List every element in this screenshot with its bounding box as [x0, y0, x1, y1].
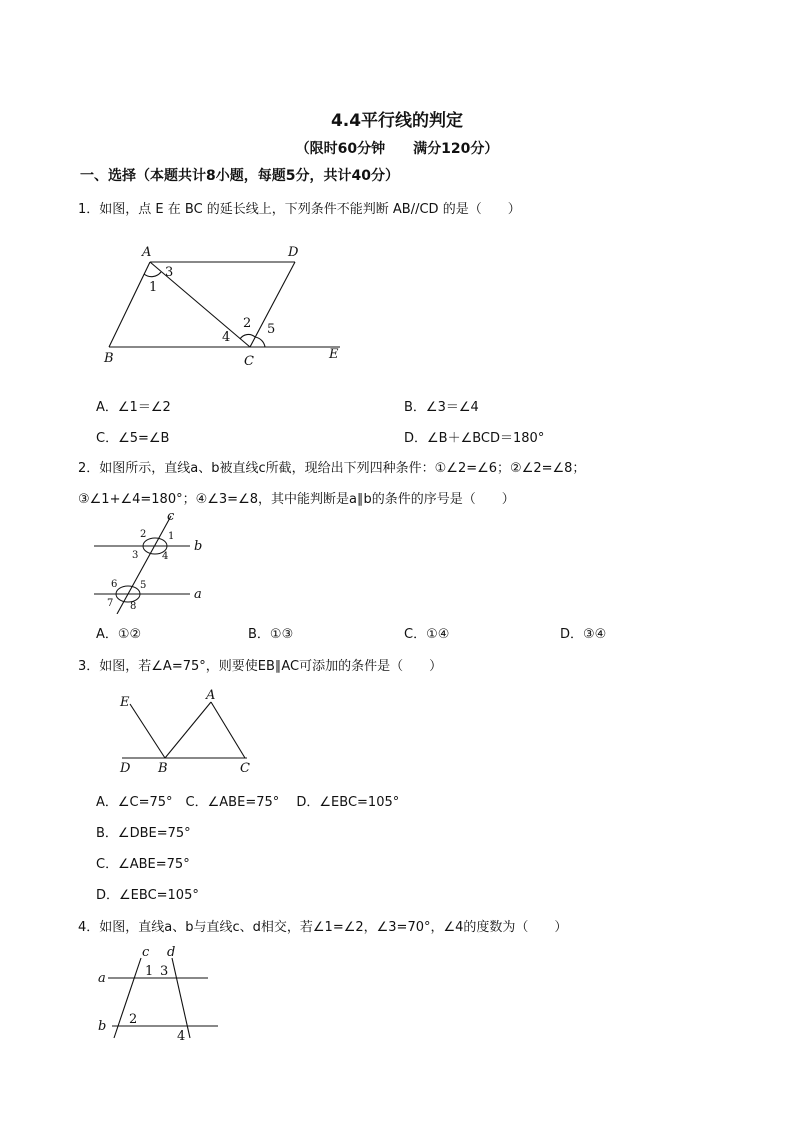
q1-option-a: A．∠1＝∠2 [96, 400, 171, 415]
angle-6-label: 6 [111, 579, 118, 590]
question-2-figure [90, 508, 215, 614]
angle-4-label: 4 [177, 1029, 186, 1042]
label-C: C [240, 761, 250, 776]
angle-1-label: 1 [168, 531, 175, 542]
label-A: A [206, 688, 216, 703]
question-1-figure [95, 236, 355, 372]
angle-1-label: 1 [149, 280, 158, 295]
label-C: C [244, 354, 254, 369]
q1-option-c: C．∠5=∠B [96, 431, 170, 446]
section-heading: 一、选择（本题共计8小题，每题5分，共计40分） [80, 168, 399, 184]
question-2-stem-line1: 2．如图所示，直线a、b被直线c所截，现给出下列四种条件：①∠2=∠6；②∠2=∠8； [78, 461, 586, 476]
angle-3-label: 3 [165, 265, 174, 280]
q1-option-d: D．∠B＋∠BCD＝180° [404, 431, 545, 446]
label-b: b [194, 539, 203, 554]
angle-5-label: 5 [140, 580, 147, 591]
angle-5-label: 5 [267, 322, 276, 337]
label-A: A [142, 245, 152, 260]
q3-option-inline: A．∠C=75° C．∠ABE=75° D．∠EBC=105° [96, 795, 400, 810]
q3-option-b: B．∠DBE=75° [96, 826, 191, 841]
label-B: B [158, 761, 168, 776]
label-E: E [120, 695, 130, 710]
label-D: D [288, 245, 299, 260]
q2-option-b: B．①③ [248, 627, 294, 642]
label-B: B [104, 351, 114, 366]
angle-3-label: 3 [132, 550, 139, 561]
angle-2-label: 2 [129, 1012, 138, 1027]
question-3-stem: 3．如图，若∠A=75°，则要使EB∥AC可添加的条件是（ ） [78, 659, 443, 674]
question-3-figure [112, 684, 262, 776]
page-title: 4.4平行线的判定 [330, 111, 464, 131]
question-4-stem: 4．如图，直线a、b与直线c、d相交，若∠1=∠2，∠3=70°，∠4的度数为（ ） [78, 920, 568, 935]
q3-option-c: C．∠ABE=75° [96, 857, 190, 872]
page-subtitle: （限时60分钟 满分120分） [295, 141, 499, 157]
q1-option-b: B．∠3＝∠4 [404, 400, 479, 415]
label-c: c [142, 945, 150, 960]
label-c: c [167, 509, 175, 524]
question-2-stem-line2: ③∠1+∠4=180°；④∠3=∠8，其中能判断是a∥b的条件的序号是（ ） [78, 492, 515, 507]
angle-3-label: 3 [160, 964, 169, 979]
angle-4-label: 4 [222, 330, 231, 345]
angle-8-label: 8 [130, 601, 137, 612]
label-d: d [167, 945, 176, 960]
q2-option-a: A．①② [96, 627, 142, 642]
label-E: E [329, 347, 339, 362]
angle-4-label: 4 [162, 551, 169, 562]
label-D: D [120, 761, 131, 776]
angle-7-label: 7 [107, 598, 114, 609]
angle-2-label: 2 [140, 529, 147, 540]
angle-2-label: 2 [243, 316, 252, 331]
q2-option-c: C．①④ [404, 627, 450, 642]
question-1-stem: 1．如图，点 E 在 BC 的延长线上，下列条件不能判断 AB//CD 的是（ ） [78, 202, 521, 217]
q2-option-d: D．③④ [560, 627, 607, 642]
label-a: a [98, 971, 106, 986]
angle-1-label: 1 [145, 964, 154, 979]
label-b: b [98, 1019, 107, 1034]
question-4-figure [94, 942, 224, 1042]
label-a: a [194, 587, 202, 602]
q3-option-d: D．∠EBC=105° [96, 888, 199, 903]
